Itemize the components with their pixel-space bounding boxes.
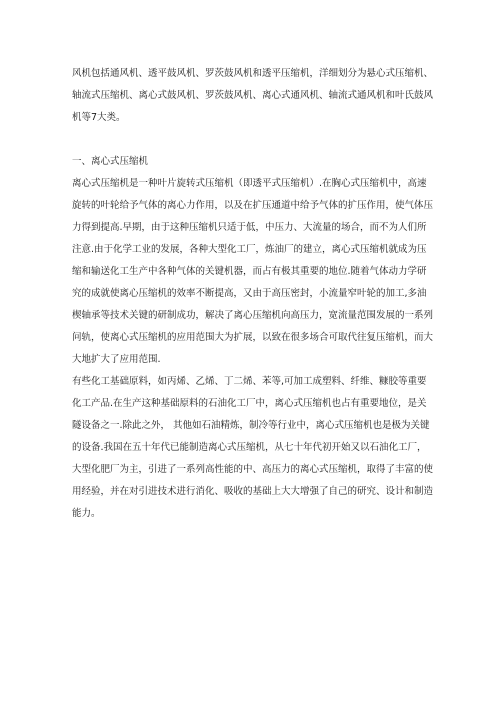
paragraph-line: 的设备.我国在五十年代已能制造离心式压缩机，从七十年代初开始又以石油化工厂， <box>72 442 427 453</box>
intro-line: 轴流式压缩机、离心式鼓风机、罗茨鼓风机、离心式通风机、轴流式通风机和叶氏鼓风 <box>72 90 434 101</box>
paragraph-1 <box>72 173 434 371</box>
paragraph-line: 大型化肥厂为主，引进了一系列高性能的中、高压力的离心式压缩机，取得了丰富的使 <box>72 464 434 475</box>
intro-paragraph <box>72 63 434 129</box>
paragraph-line: 缩和输送化工生产中各种气体的关键机器，而占有极其重要的地位.随着气体动力学研 <box>72 266 427 277</box>
paragraph-line: 隧设备之一.除此之外， 其他如石油精炼，制冷等行业中，离心式压缩机也是极为关键 <box>72 420 430 431</box>
paragraph-line: 用经验，并在对引进技术进行消化、吸收的基础上大大增强了自己的研究、设计和制造 <box>72 486 434 497</box>
document-body <box>72 63 434 525</box>
paragraph-line: 究的成就使离心压缩机的效率不断提高，又由于高压密封，小流量窄叶轮的加工,多油 <box>72 288 427 299</box>
section-heading-text: 一、离心式压缩机 <box>72 156 149 167</box>
paragraph-line: 能力。 <box>72 508 101 519</box>
paragraph-line: 旋转的叶轮给予气体的离心力作用，以及在扩压通道中给予气体的扩压作用，使气体压 <box>72 200 434 211</box>
paragraph-line: 大地扩大了应用范围. <box>72 354 161 365</box>
paragraph-line: 注意.由于化学工业的发展，各种大型化工厂，炼油厂的建立，离心式压缩机就成为压 <box>72 244 427 255</box>
paragraph-line: 力得到提高.早期，由于这种压缩机只适于低，中压力、大流量的场合，而不为人们所 <box>72 222 427 233</box>
intro-line: 风机包括通风机、透平鼓风机、罗茨鼓风机和透平压缩机，洋细划分为悬心式压缩机、 <box>72 68 434 79</box>
paragraph-line: 离心式压缩机是一种叶片旋转式压缩机（即透平式压缩机）.在胸心式压缩机中，高速 <box>72 178 427 189</box>
paragraph-line: 问轨，使离心式压缩机的应用范围大为扩展，以致在很多场合可取代往复压缩机，而大 <box>72 332 434 343</box>
intro-line: 机等7大类。 <box>72 112 126 123</box>
paragraph-2 <box>72 371 434 525</box>
paragraph-line: 化工产品.在生产这种基础原料的石油化工厂中，离心式压缩机也占有重要地位，是关 <box>72 398 427 409</box>
paragraph-line: 楔轴承等技术关键的研制成功，解决了离心压缩机向高压力，宽流量范围发展的一系列 <box>72 310 434 321</box>
section-heading <box>72 151 434 173</box>
paragraph-line: 有些化工基础原料，如丙烯、乙烯、丁二烯、苯等,可加工成塑料、纤维、糠胶等重要 <box>72 376 427 387</box>
